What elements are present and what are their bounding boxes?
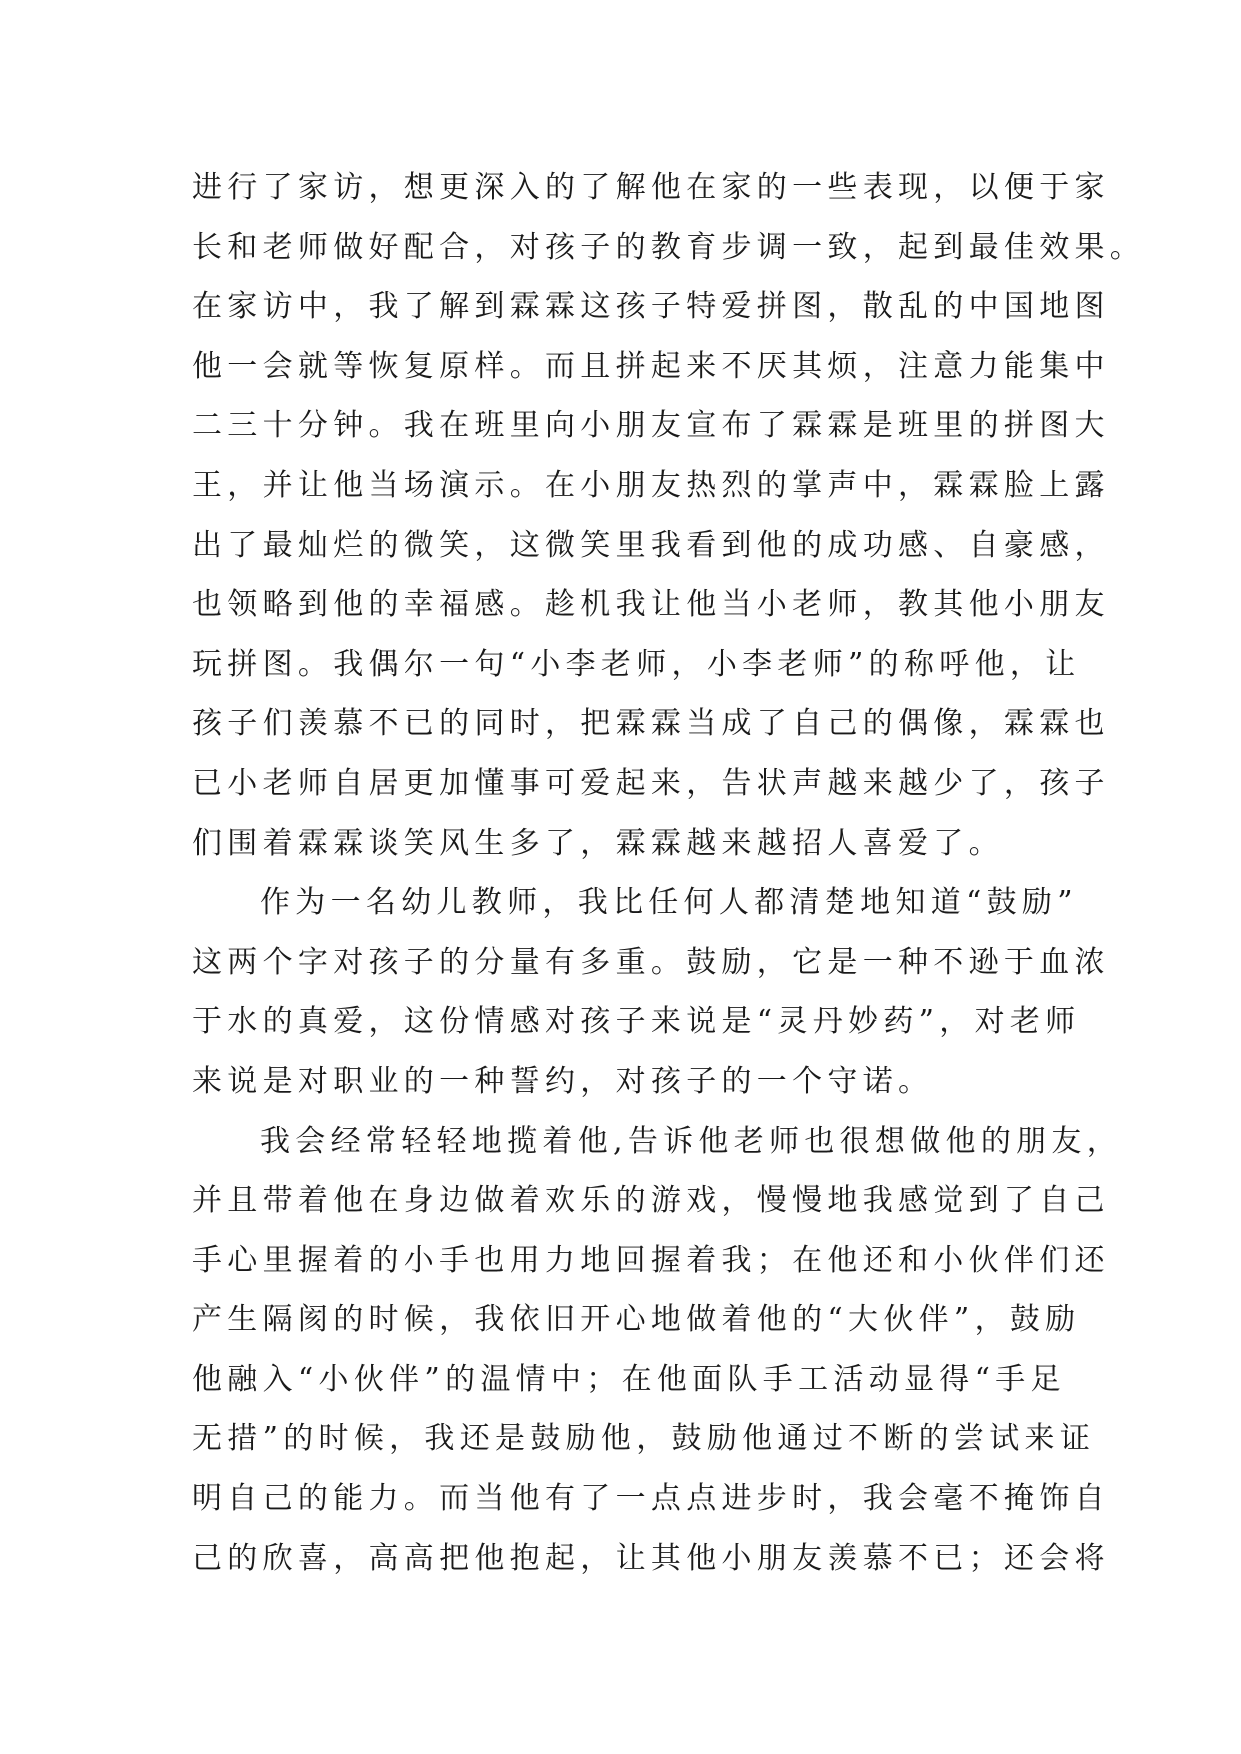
text-line: 己的欣喜，高高把他抱起，让其他小朋友羡慕不已；还会将 bbox=[192, 1540, 1110, 1576]
paragraph-start-line: 我会经常轻轻地揽着他,告诉他老师也很想做他的朋友， bbox=[260, 1123, 1123, 1159]
text-line: 们围着霖霖谈笑风生多了，霖霖越来越招人喜爱了。 bbox=[192, 825, 1004, 861]
text-line: 长和老师做好配合，对孩子的教育步调一致，起到最佳效果。 bbox=[192, 229, 1146, 265]
text-line: 王，并让他当场演示。在小朋友热烈的掌声中，霖霖脸上露 bbox=[192, 467, 1110, 503]
text-line: 明自己的能力。而当他有了一点点进步时，我会毫不掩饰自 bbox=[192, 1481, 1110, 1517]
text-line: 并且带着他在身边做着欢乐的游戏，慢慢地我感觉到了自己 bbox=[192, 1183, 1110, 1219]
text-line: 这两个字对孩子的分量有多重。鼓励，它是一种不逊于血浓 bbox=[192, 944, 1110, 980]
text-line: 在家访中，我了解到霖霖这孩子特爱拼图，散乱的中国地图 bbox=[192, 289, 1110, 325]
text-line: 二三十分钟。我在班里向小朋友宣布了霖霖是班里的拼图大 bbox=[192, 408, 1110, 444]
text-line: 来说是对职业的一种誓约，对孩子的一个守诺。 bbox=[192, 1063, 934, 1099]
text-line: 出了最灿烂的微笑，这微笑里我看到他的成功感、自豪感， bbox=[192, 527, 1110, 563]
text-line: 手心里握着的小手也用力地回握着我；在他还和小伙伴们还 bbox=[192, 1242, 1110, 1278]
text-line: 玩拼图。我偶尔一句“小李老师，小李老师”的称呼他，让 bbox=[192, 646, 1081, 682]
text-line: 无措”的时候，我还是鼓励他，鼓励他通过不断的尝试来证 bbox=[192, 1421, 1096, 1457]
body-text bbox=[192, 158, 1146, 1588]
text-line: 于水的真爱，这份情感对孩子来说是“灵丹妙药”，对老师 bbox=[192, 1004, 1081, 1040]
text-line: 已小老师自居更加懂事可爱起来，告状声越来越少了，孩子 bbox=[192, 765, 1110, 801]
text-line: 他一会就等恢复原样。而且拼起来不厌其烦，注意力能集中 bbox=[192, 348, 1110, 384]
paragraph-start-line: 作为一名幼儿教师，我比任何人都清楚地知道“鼓励” bbox=[260, 885, 1078, 921]
text-line: 他融入“小伙伴”的温情中；在他面队手工活动显得“手足 bbox=[192, 1361, 1066, 1397]
text-line: 进行了家访，想更深入的了解他在家的一些表现，以便于家 bbox=[192, 170, 1110, 205]
text-line: 产生隔阂的时候，我依旧开心地做着他的“大伙伴”，鼓励 bbox=[192, 1302, 1081, 1338]
text-line: 也领略到他的幸福感。趁机我让他当小老师，教其他小朋友 bbox=[192, 587, 1110, 623]
text-line: 孩子们羡慕不已的同时，把霖霖当成了自己的偶像，霖霖也 bbox=[192, 706, 1110, 742]
